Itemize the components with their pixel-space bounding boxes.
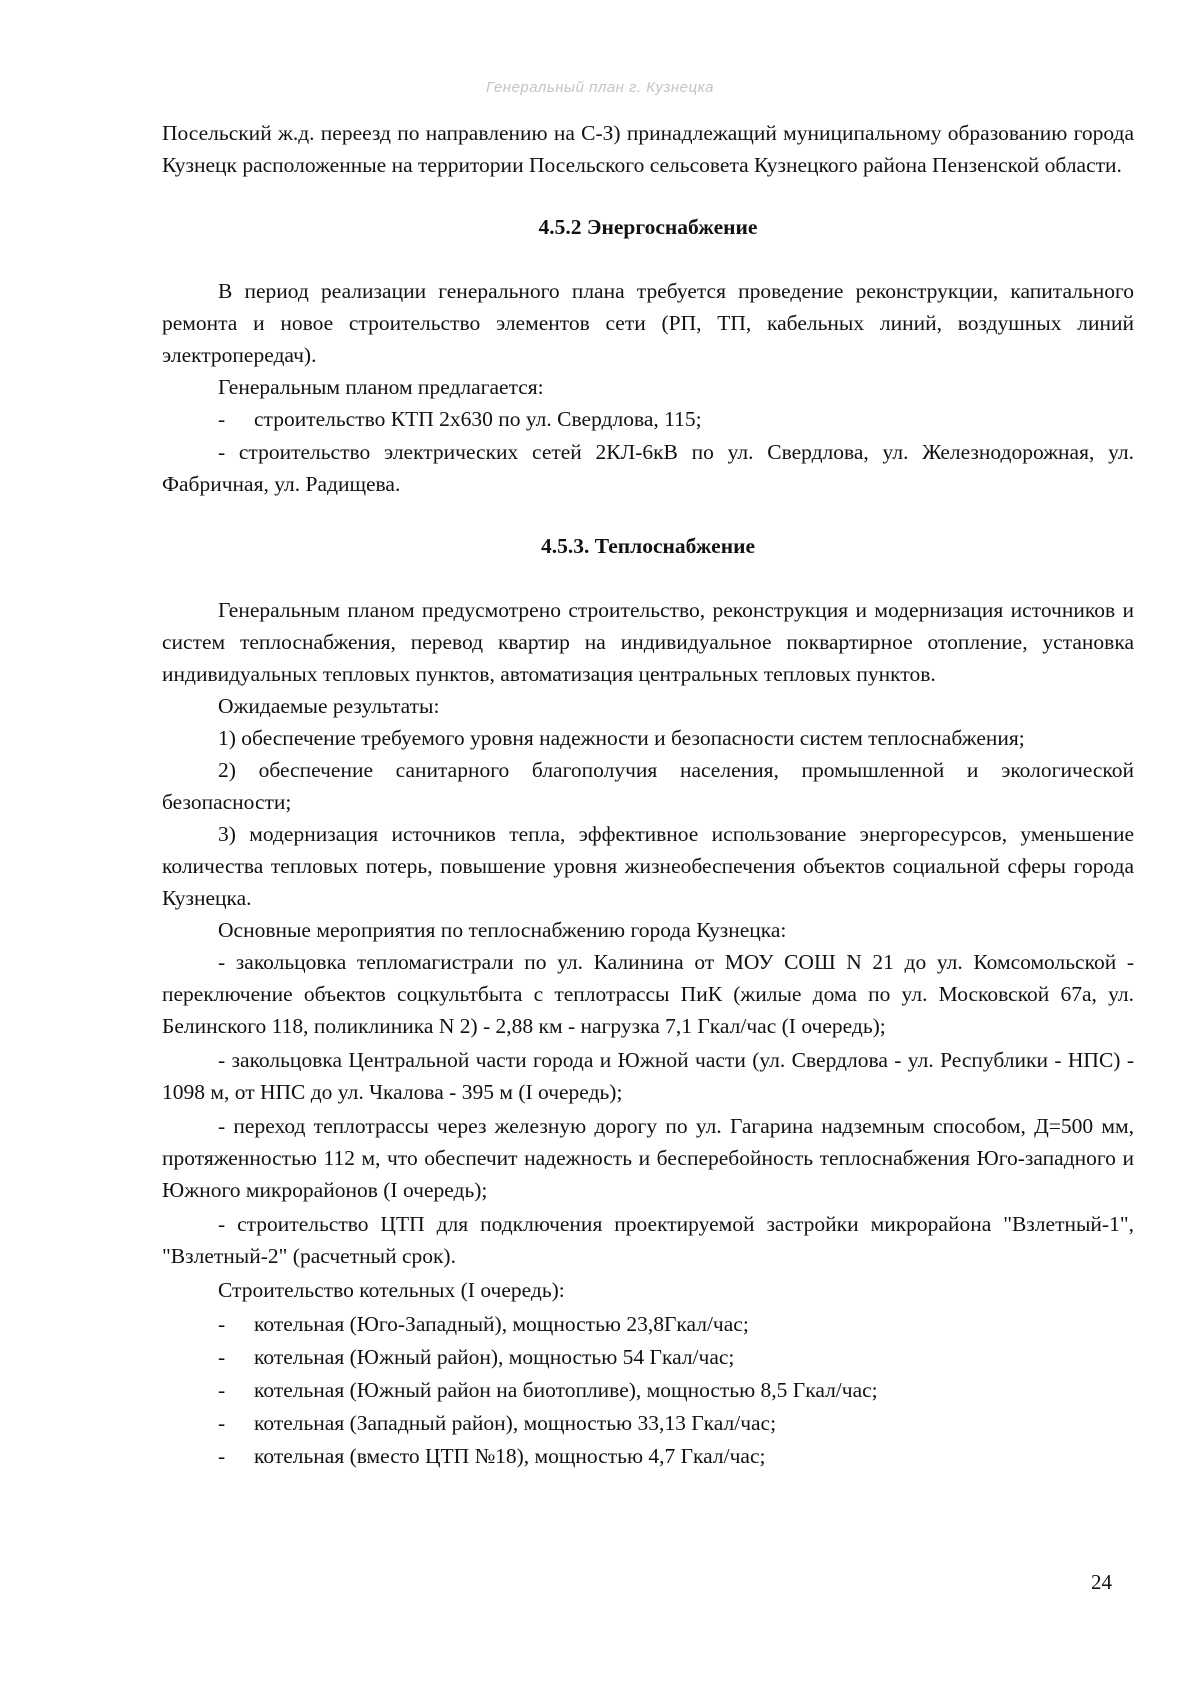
result-item: 1) обеспечение требуемого уровня надежности и безопасности систем теплоснабжения; <box>218 726 1025 750</box>
measure-item: - закольцовка тепломагистрали по ул. Калинина от МОУ СОШ N 21 до ул. Комсомольской - переключение объектов соцкультбыта с теплотрассы ПиК (жилые дома по ул. Московской 67а, ул. Белинского 118, поликлиника N 2) - 2,88 км - нагрузка 7,1 Гкал/час (I очередь); <box>162 950 1134 1038</box>
list-dash: - <box>218 1345 226 1369</box>
boiler-list-item: - котельная (вместо ЦТП №18), мощностью 4,7 Гкал/час; <box>218 1440 1134 1472</box>
energy-list-item: - строительство КТП 2х630 по ул. Свердлова, 115; <box>218 403 1134 435</box>
list-dash: - <box>218 407 226 431</box>
list-dash: - <box>218 1312 226 1336</box>
intro-paragraph: Посельский ж.д. переезд по направлению на С-З) принадлежащий муниципальному образованию города Кузнецк расположенные на территории Посельского сельсовета Кузнецкого района Пензенской области. <box>162 121 1134 177</box>
result-item: 3) модернизация источников тепла, эффективное использование энергоресурсов, уменьшение количества тепловых потерь, повышение уровня жизнеобеспечения объектов социальной сферы города Кузнецка. <box>162 822 1134 910</box>
running-header: Генеральный план г. Кузнецка <box>485 79 715 96</box>
page-content <box>162 117 1134 1473</box>
list-dash: - <box>218 1411 226 1435</box>
result-item: 2) обеспечение санитарного благополучия населения, промышленной и экологической безопасности; <box>162 758 1134 814</box>
energy-proposal-label: Генеральным планом предлагается: <box>218 375 544 399</box>
results-label: Ожидаемые результаты: <box>218 694 440 718</box>
energy-paragraph: В период реализации генерального плана требуется проведение реконструкции, капитального ремонта и новое строительство элементов сети (РП, ТП, кабельных линий, воздушных линий электропередач). <box>162 279 1134 367</box>
measure-item: - переход теплотрассы через железную дорогу по ул. Гагарина надземным способом, Д=500 мм, протяженностью 112 м, что обеспечит надежность и бесперебойность теплоснабжения Юго-западного и Южного микрорайонов (I очередь); <box>162 1114 1134 1202</box>
list-dash: - <box>218 1444 226 1468</box>
list-dash: - <box>218 1378 226 1402</box>
page-number: 24 <box>1091 1570 1112 1594</box>
boiler-list-item: - котельная (Южный район), мощностью 54 Гкал/час; <box>218 1341 1134 1373</box>
measures-label: Основные мероприятия по теплоснабжению города Кузнецка: <box>218 918 787 942</box>
measure-item: - строительство ЦТП для подключения проектируемой застройки микрорайона "Взлетный-1", "Взлетный-2" (расчетный срок). <box>162 1212 1134 1268</box>
boilers-label: Строительство котельных (I очередь): <box>218 1278 565 1302</box>
heat-paragraph: Генеральным планом предусмотрено строительство, реконструкция и модернизация источников и систем теплоснабжения, перевод квартир на индивидуальное поквартирное отопление, установка индивидуальных тепловых пунктов, автоматизация центральных тепловых пунктов. <box>162 598 1134 686</box>
energy-list-item: - строительство электрических сетей 2КЛ-6кВ по ул. Свердлова, ул. Железнодорожная, ул. Фабричная, ул. Радищева. <box>162 440 1134 496</box>
boiler-list-item: - котельная (Западный район), мощностью 33,13 Гкал/час; <box>218 1407 1134 1439</box>
boiler-list-item: - котельная (Южный район на биотопливе), мощностью 8,5 Гкал/час; <box>218 1374 1134 1406</box>
boiler-list-item: - котельная (Юго-Западный), мощностью 23,8Гкал/час; <box>218 1308 1134 1340</box>
measure-item: - закольцовка Центральной части города и Южной части (ул. Свердлова - ул. Республики - НПС) - 1098 м, от НПС до ул. Чкалова - 395 м (I очередь); <box>162 1048 1134 1104</box>
section-heading-heat: 4.5.3. Теплоснабжение <box>540 534 756 558</box>
section-heading-energy: 4.5.2 Энергоснабжение <box>538 215 758 239</box>
